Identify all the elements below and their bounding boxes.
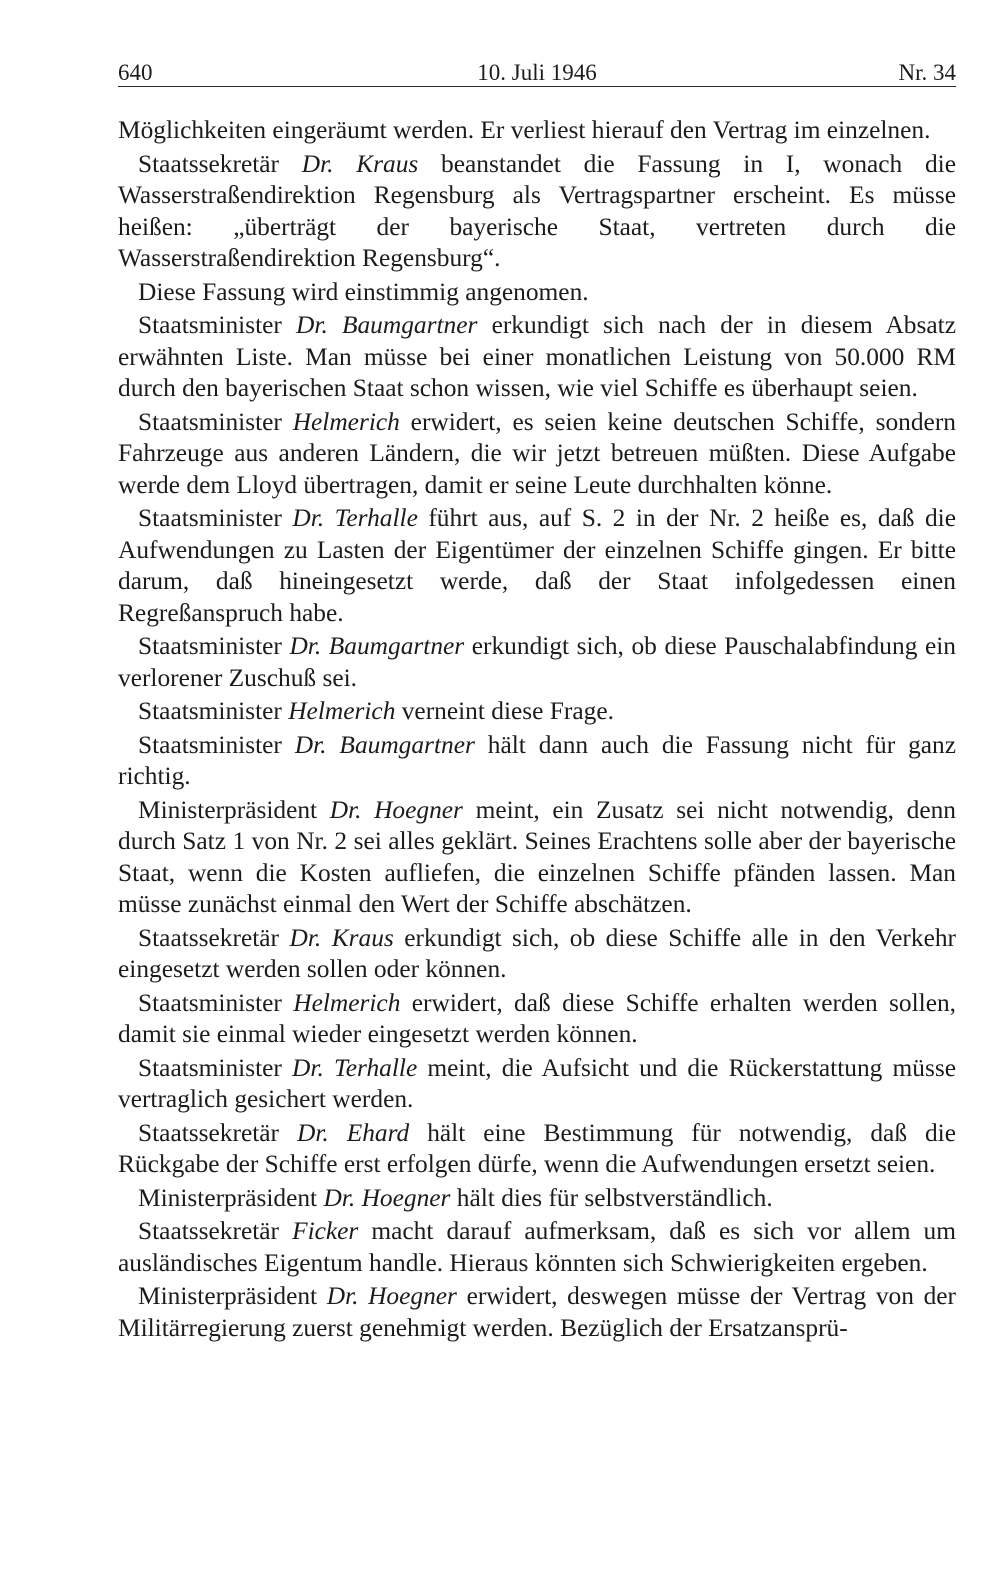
paragraph	[118, 149, 956, 275]
paragraph-text: meint, ein Zusatz sei nicht notwendig, denn durch Satz 1 von Nr. 2 sei alles geklärt. Seines Erachtens solle aber der bayerische Staat, wenn die Kosten aufliefen, die einzelnen Schiffe pfänden lassen. Man müsse zunächst einmal den Wert der Schiffe abschätzen.	[118, 795, 956, 918]
paragraph	[118, 795, 956, 921]
paragraph-text: Staatsminister	[138, 988, 294, 1017]
paragraph-text: erkundigt sich, ob diese Schiffe alle in den Verkehr eingesetzt werden sollen oder können.	[118, 923, 956, 983]
paragraph-text: Staatsminister	[138, 504, 293, 532]
speaker-name: Dr. Terhalle	[292, 1053, 418, 1082]
paragraph-text: erkundigt sich nach der in diesem Absatz erwähnten Liste. Man müsse bei einer monatlichen Leistung von 50.000 RM durch den bayerischen Staat schon wissen, wie viel Schiffe es überhaupt seien.	[118, 311, 956, 402]
paragraph	[118, 1281, 956, 1344]
paragraph-text: Möglichkeiten eingeräumt werden. Er verliest hierauf den Vertrag im einzelnen.	[118, 116, 931, 144]
paragraph-text: hält dann auch die Fassung nicht für ganz richtig.	[118, 730, 956, 790]
paragraph-text: Ministerpräsident	[138, 795, 330, 824]
paragraph	[118, 988, 956, 1051]
paragraph-text: beanstandet die Fassung in I, wonach die Wasserstraßendirektion Regensburg als Vertragspartner erscheint. Es müsse heißen: „überträgt der bayerische Staat, vertreten durch die Wasserstraßendirektion Regensburg“.	[118, 149, 956, 272]
speaker-name: Helmerich	[288, 697, 396, 725]
speaker-name: Dr. Kraus	[289, 923, 394, 952]
paragraph-text: erwidert, deswegen müsse der Vertrag von der Militärregierung zuerst genehmigt werden. Bezüglich der Ersatzansprü-	[118, 1282, 956, 1342]
paragraph-text: Staatsminister	[138, 697, 289, 725]
speaker-name: Dr. Hoegner	[323, 1183, 451, 1212]
paragraph-text: Staatsminister	[138, 407, 293, 436]
speaker-name: Helmerich	[292, 407, 400, 436]
paragraph-text: Diese Fassung wird einstimmig angenomen.	[138, 277, 589, 306]
header-date: 10. Juli 1946	[477, 60, 597, 85]
paragraph	[118, 1053, 956, 1116]
paragraph-text: Staatssekretär	[138, 1118, 297, 1147]
speaker-name: Dr. Ehard	[296, 1118, 410, 1147]
speaker-name: Dr. Hoegner	[326, 1282, 457, 1310]
speaker-name: Dr. Baumgartner	[289, 632, 465, 660]
speaker-name: Helmerich	[293, 988, 401, 1017]
paragraph	[118, 1183, 956, 1215]
paragraph	[118, 277, 956, 309]
paragraph-text: verneint diese Frage.	[395, 697, 614, 725]
paragraph-text: hält eine Bestimmung für notwendig, daß die Rückgabe der Schiffe erst erfolgen dürfe, wenn die Aufwendungen ersetzt seien.	[118, 1118, 957, 1178]
body-text	[118, 115, 956, 1344]
paragraph-text: Ministerpräsident	[138, 1282, 327, 1310]
paragraph-text: Staatssekretär	[138, 149, 302, 178]
paragraph	[118, 115, 956, 147]
paragraph	[118, 696, 956, 728]
paragraph-text: führt aus, auf S. 2 in der Nr. 2 heiße es, daß die Aufwendungen zu Lasten der Eigentümer der einzelnen Schiffe gingen. Er bitte darum, daß hineingesetzt werde, daß der Staat infolgedessen einen Regreßanspruch habe.	[118, 504, 956, 627]
paragraph	[118, 730, 956, 793]
paragraph-text: Staatsminister	[138, 632, 290, 660]
paragraph-text: erwidert, es seien keine deutschen Schiffe, sondern Fahrzeuge aus anderen Ländern, die wir jetzt betreuen müßten. Diese Aufgabe werde dem Lloyd übertragen, damit er seine Leute durchhalten könne.	[118, 407, 956, 499]
speaker-name: Dr. Kraus	[301, 149, 419, 178]
paragraph-text: Staatsminister	[138, 730, 295, 759]
paragraph-text: Staatsminister	[138, 1053, 293, 1082]
paragraph	[118, 1216, 956, 1279]
paragraph-text: Staatssekretär	[138, 923, 290, 952]
speaker-name: Ficker	[292, 1217, 359, 1245]
paragraph	[118, 1118, 956, 1181]
paragraph	[118, 503, 956, 629]
paragraph-text: macht darauf aufmerksam, daß es sich vor allem um ausländisches Eigentum handle. Hieraus könnten sich Schwierigkeiten ergeben.	[118, 1217, 956, 1277]
page-number: 640	[118, 60, 153, 85]
speaker-name: Dr. Baumgartner	[296, 311, 478, 339]
document-page	[118, 52, 956, 1344]
issue-number: Nr. 34	[898, 60, 956, 85]
paragraph-text: hält dies für selbstverständlich.	[450, 1183, 773, 1212]
paragraph-text: Ministerpräsident	[138, 1183, 324, 1212]
paragraph-text: Staatssekretär	[138, 1217, 293, 1245]
paragraph-text: erkundigt sich, ob diese Pauschalabfindung ein verlorener Zuschuß sei.	[118, 632, 956, 692]
paragraph	[118, 923, 956, 986]
paragraph-text: erwidert, daß diese Schiffe erhalten werden sollen, damit sie einmal wieder eingesetzt werden können.	[118, 988, 957, 1048]
paragraph	[118, 310, 956, 405]
paragraph	[118, 631, 956, 694]
running-header	[118, 52, 956, 87]
speaker-name: Dr. Terhalle	[292, 504, 418, 532]
speaker-name: Dr. Hoegner	[329, 795, 463, 824]
paragraph	[118, 407, 956, 502]
paragraph-text: Staatsminister	[138, 311, 297, 339]
speaker-name: Dr. Baumgartner	[294, 730, 475, 759]
paragraph-text: meint, die Aufsicht und die Rückerstattung müsse vertraglich gesichert werden.	[118, 1053, 956, 1113]
